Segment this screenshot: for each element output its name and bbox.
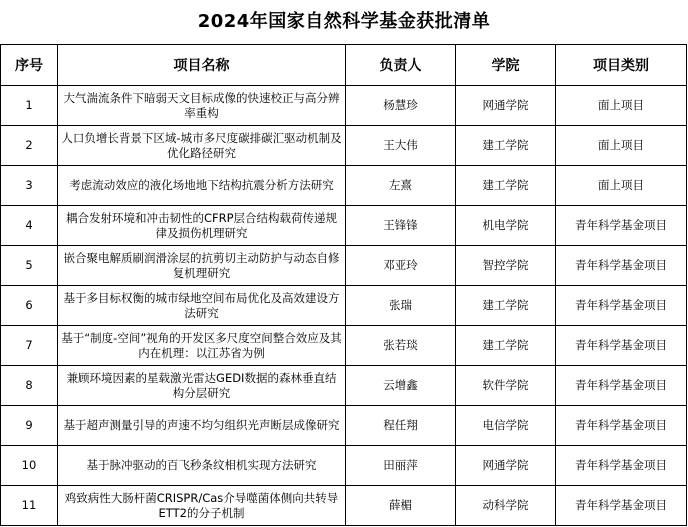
cell-type: 青年科学基金项目 bbox=[556, 486, 687, 526]
cell-type: 青年科学基金项目 bbox=[556, 446, 687, 486]
cell-name: 基于超声测量引导的声速不均匀组织光声断层成像研究 bbox=[58, 406, 346, 446]
cell-type: 青年科学基金项目 bbox=[556, 286, 687, 326]
table-row bbox=[1, 326, 687, 366]
table-row bbox=[1, 206, 687, 246]
cell-leader: 程任翔 bbox=[346, 406, 456, 446]
cell-leader: 张瑞 bbox=[346, 286, 456, 326]
cell-school: 智控学院 bbox=[456, 246, 556, 286]
cell-name: 嵌合聚电解质刷润滑涂层的抗剪切主动防护与动态自修复机理研究 bbox=[58, 246, 346, 286]
header-school: 学院 bbox=[456, 45, 556, 86]
cell-no: 9 bbox=[1, 406, 58, 446]
cell-name: 耦合发射环境和冲击韧性的CFRP层合结构载荷传递规律及损伤机理研究 bbox=[58, 206, 346, 246]
cell-name: 人口负增长背景下区域-城市多尺度碳排碳汇驱动机制及优化路径研究 bbox=[58, 126, 346, 166]
cell-type: 青年科学基金项目 bbox=[556, 366, 687, 406]
table-row bbox=[1, 166, 687, 206]
cell-name: 鸡致病性大肠杆菌CRISPR/Cas介导噬菌体侧向共转导ETT2的分子机制 bbox=[58, 486, 346, 526]
cell-leader: 张若琰 bbox=[346, 326, 456, 366]
cell-type: 青年科学基金项目 bbox=[556, 326, 687, 366]
cell-school: 建工学院 bbox=[456, 286, 556, 326]
cell-type: 面上项目 bbox=[556, 166, 687, 206]
cell-name: 兼顾环境因素的星载激光雷达GEDI数据的森林垂直结构分层研究 bbox=[58, 366, 346, 406]
cell-no: 5 bbox=[1, 246, 58, 286]
cell-no: 8 bbox=[1, 366, 58, 406]
cell-type: 青年科学基金项目 bbox=[556, 406, 687, 446]
cell-type: 面上项目 bbox=[556, 126, 687, 166]
header-no: 序号 bbox=[1, 45, 58, 86]
table-row bbox=[1, 126, 687, 166]
cell-school: 电信学院 bbox=[456, 406, 556, 446]
cell-name: 大气湍流条件下暗弱天文目标成像的快速校正与高分辨率重构 bbox=[58, 86, 346, 126]
cell-leader: 左熹 bbox=[346, 166, 456, 206]
cell-name: 考虑流动效应的液化场地地下结构抗震分析方法研究 bbox=[58, 166, 346, 206]
cell-no: 3 bbox=[1, 166, 58, 206]
cell-leader: 云增鑫 bbox=[346, 366, 456, 406]
table-row bbox=[1, 246, 687, 286]
cell-school: 建工学院 bbox=[456, 126, 556, 166]
table-row bbox=[1, 446, 687, 486]
cell-leader: 田丽萍 bbox=[346, 446, 456, 486]
table-row bbox=[1, 486, 687, 526]
cell-leader: 杨慧珍 bbox=[346, 86, 456, 126]
cell-name: 基于多目标权衡的城市绿地空间布局优化及高效建设方法研究 bbox=[58, 286, 346, 326]
cell-leader: 王锋锋 bbox=[346, 206, 456, 246]
table-row bbox=[1, 86, 687, 126]
cell-school: 软件学院 bbox=[456, 366, 556, 406]
cell-no: 10 bbox=[1, 446, 58, 486]
cell-school: 动科学院 bbox=[456, 486, 556, 526]
header-leader: 负责人 bbox=[346, 45, 456, 86]
cell-no: 6 bbox=[1, 286, 58, 326]
cell-type: 青年科学基金项目 bbox=[556, 206, 687, 246]
cell-school: 机电学院 bbox=[456, 206, 556, 246]
grant-table bbox=[0, 44, 687, 526]
cell-school: 建工学院 bbox=[456, 166, 556, 206]
table-row bbox=[1, 286, 687, 326]
table-header-row bbox=[1, 45, 687, 86]
cell-name: 基于“制度-空间”视角的开发区多尺度空间整合效应及其内在机理：以江苏省为例 bbox=[58, 326, 346, 366]
page-title: 2024年国家自然科学基金获批清单 bbox=[197, 11, 491, 32]
cell-leader: 薛楣 bbox=[346, 486, 456, 526]
cell-school: 网通学院 bbox=[456, 86, 556, 126]
cell-no: 1 bbox=[1, 86, 58, 126]
cell-name: 基于脉冲驱动的百飞秒条纹相机实现方法研究 bbox=[58, 446, 346, 486]
cell-leader: 邓亚玲 bbox=[346, 246, 456, 286]
cell-type: 青年科学基金项目 bbox=[556, 246, 687, 286]
cell-type: 面上项目 bbox=[556, 86, 687, 126]
cell-no: 4 bbox=[1, 206, 58, 246]
cell-school: 网通学院 bbox=[456, 446, 556, 486]
cell-no: 7 bbox=[1, 326, 58, 366]
header-name: 项目名称 bbox=[58, 45, 346, 86]
table-row bbox=[1, 406, 687, 446]
table-row bbox=[1, 366, 687, 406]
cell-leader: 王大伟 bbox=[346, 126, 456, 166]
cell-no: 2 bbox=[1, 126, 58, 166]
header-type: 项目类别 bbox=[556, 45, 687, 86]
cell-no: 11 bbox=[1, 486, 58, 526]
cell-school: 建工学院 bbox=[456, 326, 556, 366]
